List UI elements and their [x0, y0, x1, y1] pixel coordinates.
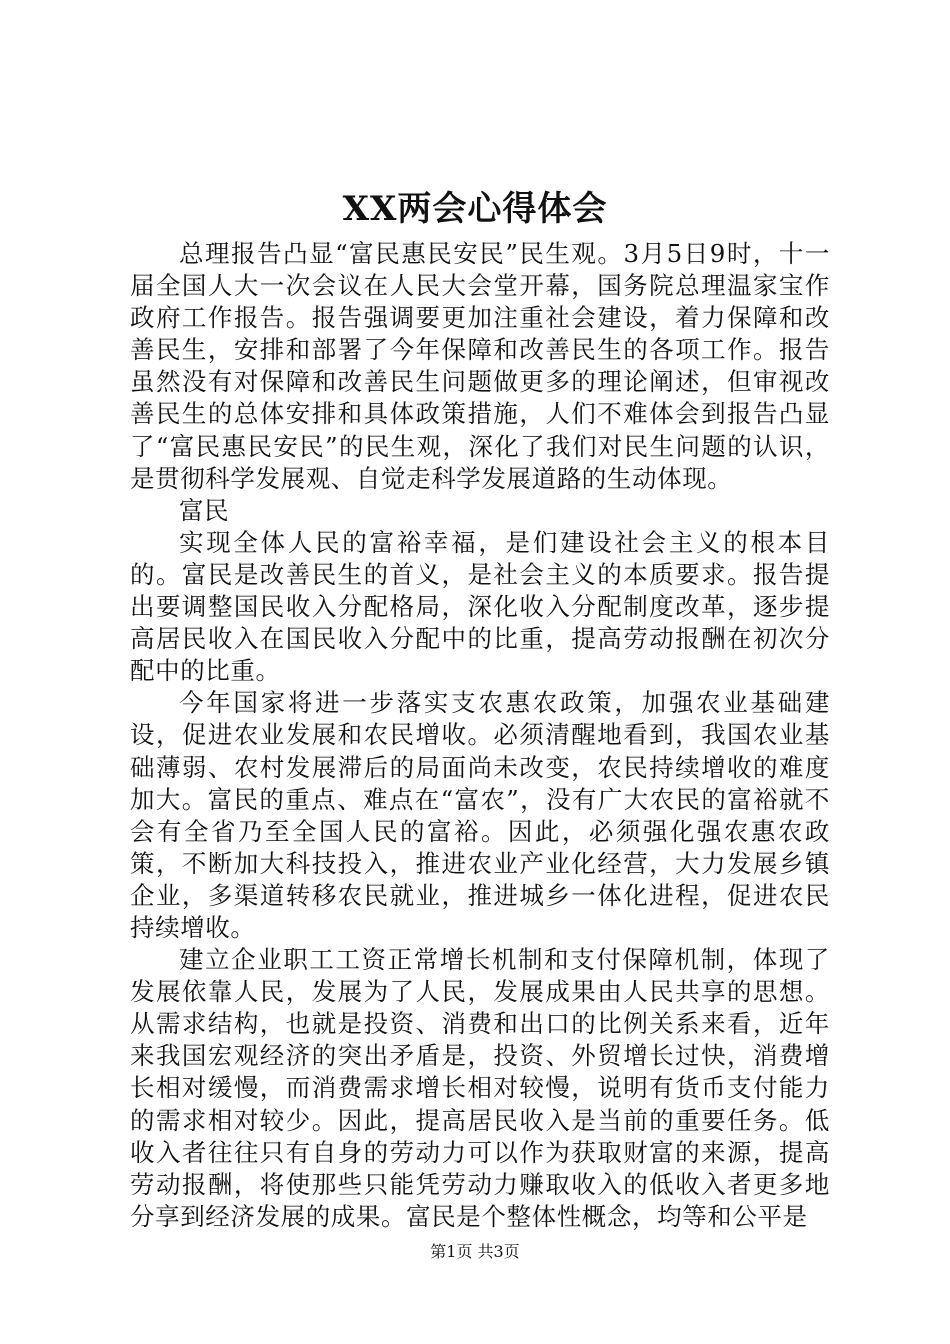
paragraph-intro: 总理报告凸显“富民惠民安民”民生观。3月5日9时，十一届全国人大一次会议在人民大会堂开幕，国务院总理温家宝作政府工作报告。报告强调要更加注重社会建设，着力保障和改善民生，安排和部署了今年保障和改善民生的各项工作。报告虽然没有对保障和改善民生问题做更多的理论阐述，但审视改善民生的总体安排和具体政策措施，人们不难体会到报告凸显了“富民惠民安民”的民生观，深化了我们对民生问题的认识，是贯彻科学发展观、自觉走科学发展道路的生动体现。 [130, 239, 830, 493]
paragraph-common-prosperity: 实现全体人民的富裕幸福，是们建设社会主义的根本目的。富民是改善民生的首义，是社会主义的本质要求。报告提出要调整国民收入分配格局，深化收入分配制度改革，逐步提高居民收入在国民收入分配中的比重，提高劳动报酬在初次分配中的比重。 [130, 527, 830, 686]
paragraph-wages: 建立企业职工工资正常增长机制和支付保障机制，体现了发展依靠人民，发展为了人民，发展成果由人民共享的思想。从需求结构，也就是投资、消费和出口的比例关系来看，近年来我国宏观经济的突出矛盾是，投资、外贸增长过快，消费增长相对缓慢，而消费需求增长相对较慢，说明有货币支付能力的需求相对较少。因此，提高居民收入是当前的重要任务。低收入者往往只有自身的劳动力可以作为获取财富的来源，提高劳动报酬，将使那些只能凭劳动力赚取收入的低收入者更多地分享到经济发展的成果。富民是个整体性概念，均等和公平是 [130, 945, 830, 1231]
document-body [130, 238, 830, 1233]
paragraph-agriculture: 今年国家将进一步落实支农惠农政策，加强农业基础建设，促进农业发展和农民增收。必须清醒地看到，我国农业基础薄弱、农村发展滞后的局面尚未改变，农民持续增收的难度加大。富民的重点、难点在“富农”，没有广大农民的富裕就不会有全省乃至全国人民的富裕。因此，必须强化强农惠农政策，不断加大科技投入，推进农业产业化经营，大力发展乡镇企业，多渠道转移农民就业，推进城乡一体化进程，促进农民持续增收。 [130, 688, 830, 942]
page-footer: 第1页 共3页 [430, 1242, 520, 1261]
section-heading-fumin: 富民 [179, 495, 230, 525]
document-title: XX两会心得体会 [342, 189, 608, 229]
